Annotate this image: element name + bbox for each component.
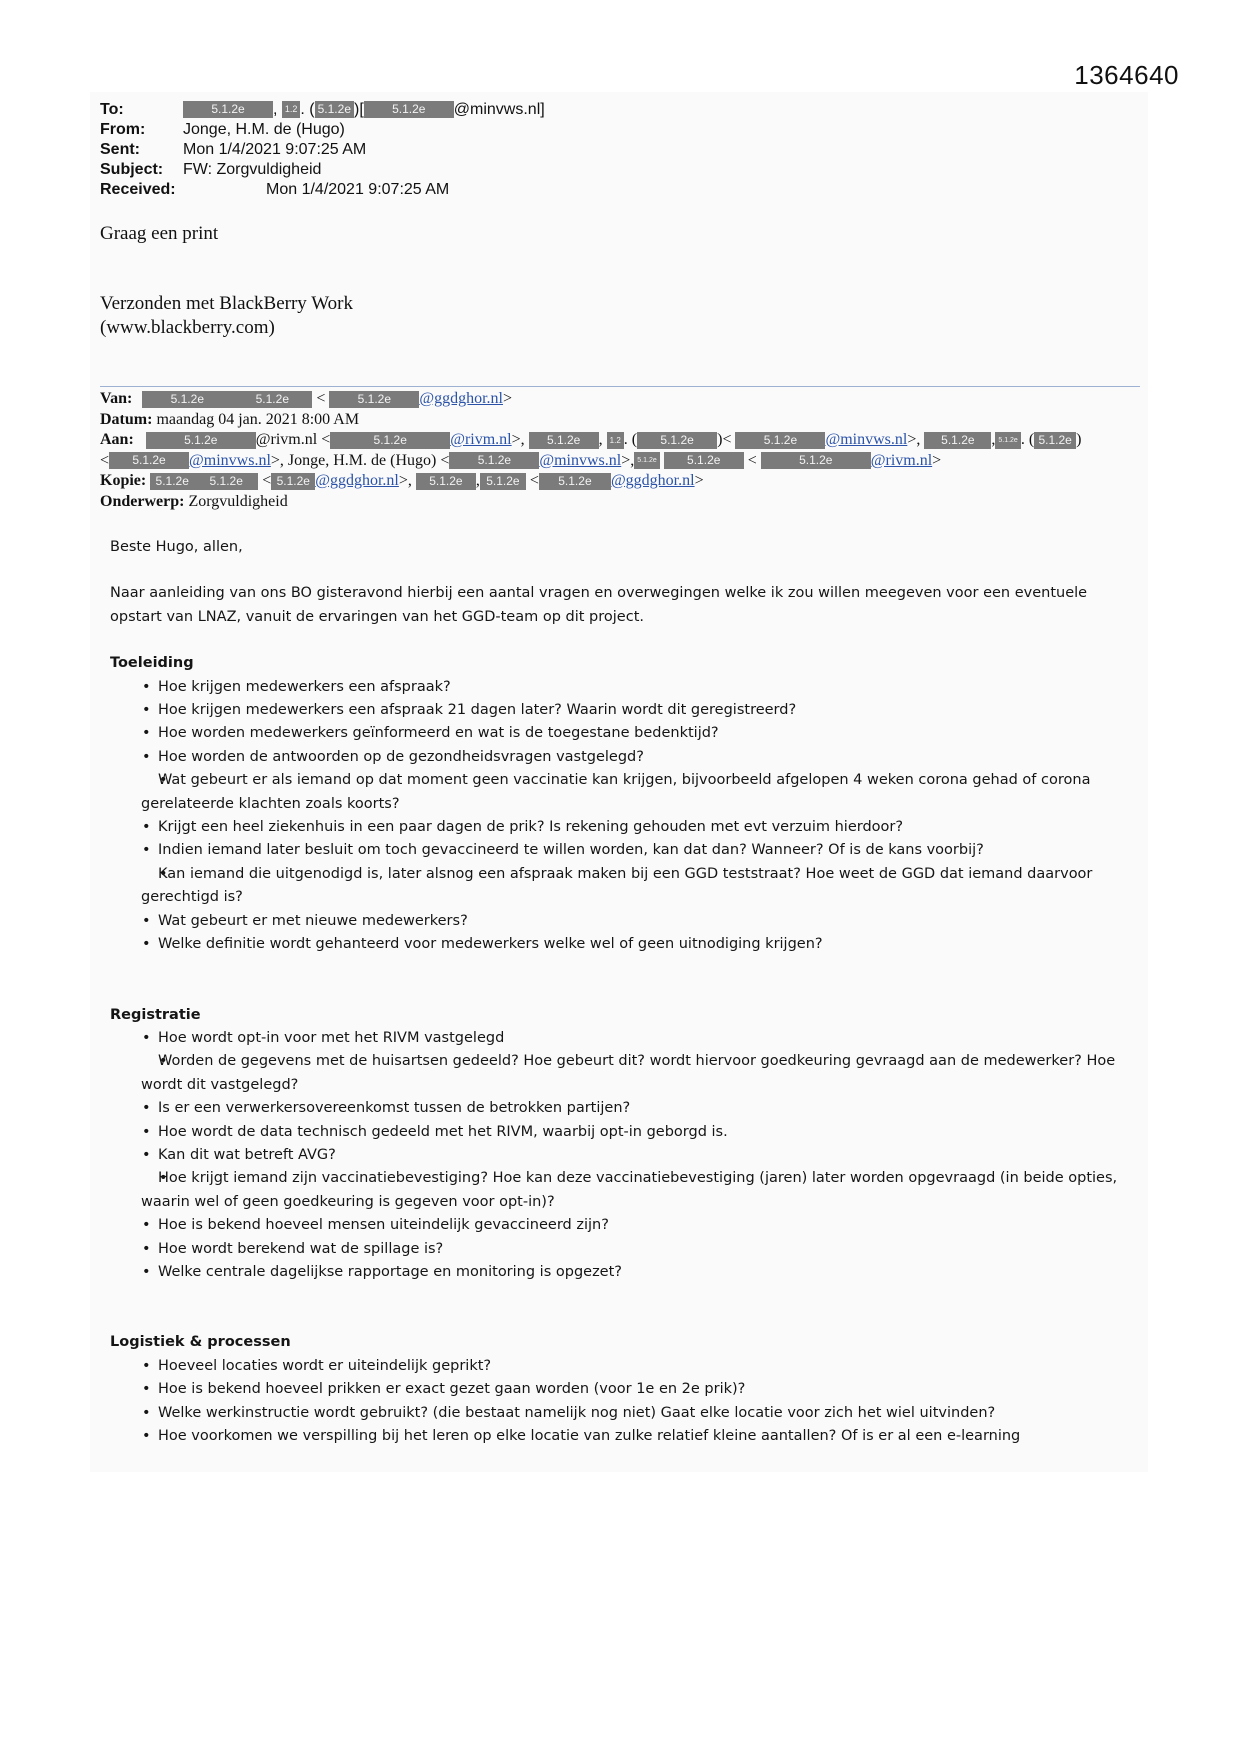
minvws-link[interactable]: @minvws.nl [539,451,622,469]
rivm-link[interactable]: @rivm.nl [450,431,512,448]
header-from-row [100,120,545,140]
list-item: • Indien iemand later besluit om toch gevaccineerd te willen worden, kan dat dan? Wanneer? Of is de kans voorbij? [158,839,1140,862]
list-item: • Hoe wordt berekend wat de spillage is? [158,1238,1140,1261]
list-item: • Krijgt een heel ziekenhuis in een paar dagen de prik? Is rekening gehouden met evt verzuim hierdoor? [158,816,1140,839]
redaction-box: 5.1.2e [232,391,312,408]
ggdghor-link[interactable]: @ggdghor.nl [315,472,399,489]
subject-label: Subject: [100,161,164,178]
list-item: • Hoe krijgt iemand zijn vaccinatiebevestiging? Hoe kan deze vaccinatiebevestiging (jaren) later worden opgevraagd (in beide opties, waarin wel of geen goedkeuring is gegeven voor opt-in)? [141,1167,1140,1214]
redaction-box: 5.1.2e [315,101,354,118]
redaction-box: 5.1.2e [271,473,315,490]
redaction-box: 5.1.2e [924,432,991,449]
list-item: • Worden de gegevens met de huisartsen gedeeld? Hoe gebeurt dit? wordt hiervoor goedkeuring gevraagd aan de medewerker? Hoe wordt dit vastgelegd? [141,1050,1140,1097]
from-value: Jonge, H.M. de (Hugo) [183,121,345,138]
list-item: • Welke centrale dagelijkse rapportage en monitoring is opgezet? [158,1261,1140,1284]
datum-label: Datum: [100,410,153,428]
redaction-box: 5.1.2e [142,391,232,408]
list-item: • Hoe is bekend hoeveel mensen uiteindelijk gevaccineerd zijn? [158,1214,1140,1237]
redaction-box: 5.1.2e [364,101,454,118]
list-item: • Hoe voorkomen we verspilling bij het leren op elke locatie van zulke relatief kleine aantallen? Of is er al een e-learning [158,1425,1140,1448]
greeting: Beste Hugo, allen, [110,539,243,555]
ggdghor-link[interactable]: @ggdghor.nl [610,472,695,489]
list-item: • Kan iemand die uitgenodigd is, later alsnog een afspraak maken bij een GGD teststraat? Hoe weet de GGD dat iemand daarvoor gerechtigd is? [141,863,1140,910]
datum-row [100,410,1081,431]
redaction-box: 5.1.2e [480,473,526,490]
van-row: Van: 5.1.2e 5.1.2e < 5.1.2e @ggdghor.nl> [100,390,512,407]
redaction-box: 5.1.2e [330,432,450,449]
redaction-box: 5.1.2e [1034,432,1076,449]
redaction-box: 5.1.2e [109,452,189,469]
section-title-logistiek: Logistiek & processen [110,1334,291,1351]
forwarded-header [100,389,1081,512]
redaction-box: 1.2 [282,101,301,118]
redaction-box: 5.1.2e [664,452,744,469]
redaction-box: 5.1.2e [329,391,419,408]
hugo-name: Jonge, H.M. de (Hugo) [287,451,437,469]
received-label: Received: [100,181,176,198]
redaction-box: 5.1.2e [150,473,194,490]
kopie-label: Kopie: [100,472,147,489]
list-item: • Hoe krijgen medewerkers een afspraak 21 dagen later? Waarin wordt dit geregistreerd? [158,699,1140,722]
redaction-box: 5.1.2e [183,101,273,118]
email-header [100,100,545,200]
redaction-box: 5.1.2e [529,432,599,449]
onderwerp-label: Onderwerp: [100,492,185,510]
header-subject-row [100,160,545,180]
redaction-box: 5.1.2e [416,473,476,490]
minvws-link[interactable]: @minvws.nl [189,451,271,469]
minvws-link[interactable]: @minvws.nl [825,431,908,448]
onderwerp-value: Zorgvuldigheid [188,492,288,510]
section-title-toeleiding: Toeleiding [110,655,194,672]
list-item: • Hoe wordt de data technisch gedeeld met het RIVM, waarbij opt-in geborgd is. [158,1121,1140,1144]
redaction-box: 5.1.2e [637,432,717,449]
received-value: Mon 1/4/2021 9:07:25 AM [266,181,450,198]
list-item: • Welke werkinstructie wordt gebruikt? (die bestaat namelijk nog niet) Gaat elke locatie voor zich het wiel uitvinden? [158,1402,1140,1425]
kopie-row: Kopie: 5.1.2e 5.1.2e < 5.1.2e @ggdghor.nl>, 5.1.2e , 5.1.2e < 5.1.2e @ggdghor.nl> [100,472,704,489]
redaction-box: 5.1.2e [449,452,539,469]
aan-row-2: < 5.1.2e @minvws.nl>, Jonge, H.M. de (Hugo) < 5.1.2e @minvws.nl>, 5.1.2e 5.1.2e < 5.1.2e @rivm.nl> [100,451,942,469]
document-number: 1364640 [1074,60,1179,90]
list-item: • Hoe is bekend hoeveel prikken er exact gezet gaan worden (voor 1e en 2e prik)? [158,1378,1140,1401]
list-item: • Hoe worden medewerkers geïnformeerd en wat is de toegestane bedenktijd? [158,722,1140,745]
to-domain: @minvws.nl] [453,101,545,118]
rivm-plain: @rivm.nl [255,431,318,448]
van-label: Van: [100,390,133,407]
list-item: • Hoe krijgen medewerkers een afspraak? [158,676,1140,699]
redaction-box: 5.1.2e [634,452,659,469]
subject-value: FW: Zorgvuldigheid [183,161,322,178]
sent-label: Sent: [100,141,140,158]
list-item: • Hoe worden de antwoorden op de gezondheidsvragen vastgelegd? [158,746,1140,769]
header-sent-row [100,140,545,160]
redaction-box: 5.1.2e [735,432,825,449]
header-to-row: To: 5.1.2e , 1.2 . ( 5.1.2e )[ 5.1.2e @minvws.nl] [100,101,545,118]
intro-blackberry-link: (www.blackberry.com) [100,317,275,338]
intro-print-request: Graag een print [100,223,219,244]
onderwerp-row [100,492,1081,513]
from-label: From: [100,121,146,138]
redaction-box: 5.1.2e [761,452,871,469]
list-item: • Hoeveel locaties wordt er uiteindelijk geprikt? [158,1355,1140,1378]
message-body [110,536,1140,1448]
list-item: • Wat gebeurt er met nieuwe medewerkers? [158,910,1140,933]
redaction-box: 5.1.2e [194,473,258,490]
datum-value: maandag 04 jan. 2021 8:00 AM [156,410,360,428]
rivm-link[interactable]: @rivm.nl [870,451,933,469]
to-label: To: [100,101,124,118]
header-received-row [100,180,545,200]
list-item: • Is er een verwerkersovereenkomst tussen de betrokken partijen? [158,1097,1140,1120]
logistiek-list [110,1355,1140,1449]
toeleiding-list [110,676,1140,957]
section-title-registratie: Registratie [110,1006,201,1023]
list-item: • Wat gebeurt er als iemand op dat moment geen vaccinatie kan krijgen, bijvoorbeeld afgelopen 4 weken corona gehad of corona gerelateerde klachten zoals koorts? [141,769,1140,816]
intro-paragraph: Naar aanleiding van ons BO gisteravond hierbij een aantal vragen en overwegingen welke ik zou willen meegeven voor een eventuele opstart van LNAZ, vanuit de ervaringen van het GGD-team op dit project. [110,585,1088,625]
aan-label: Aan: [100,431,134,448]
ggdghor-link[interactable]: @ggdghor.nl [419,390,503,407]
registratie-list [110,1027,1140,1284]
redaction-box: 5.1.2e [539,473,611,490]
intro-sent-with: Verzonden met BlackBerry Work [100,293,353,314]
redaction-box: 5.1.2e [995,432,1020,449]
forward-divider [100,386,1140,387]
list-item: • Welke definitie wordt gehanteerd voor medewerkers welke wel of geen uitnodiging krijgen? [158,933,1140,956]
redaction-box: 1.2 [607,432,624,449]
list-item: • Kan dit wat betreft AVG? [158,1144,1140,1167]
sent-value: Mon 1/4/2021 9:07:25 AM [183,141,367,158]
redaction-box: 5.1.2e [146,432,256,449]
aan-row-1: Aan: 5.1.2e @rivm.nl < 5.1.2e @rivm.nl>, 5.1.2e , 1.2 . ( 5.1.2e )< 5.1.2e @minvws.nl>, 5.1.2e , 5.1.2e . ( 5.1.2e ) [100,431,1082,448]
list-item: • Hoe wordt opt-in voor met het RIVM vastgelegd [158,1027,1140,1050]
